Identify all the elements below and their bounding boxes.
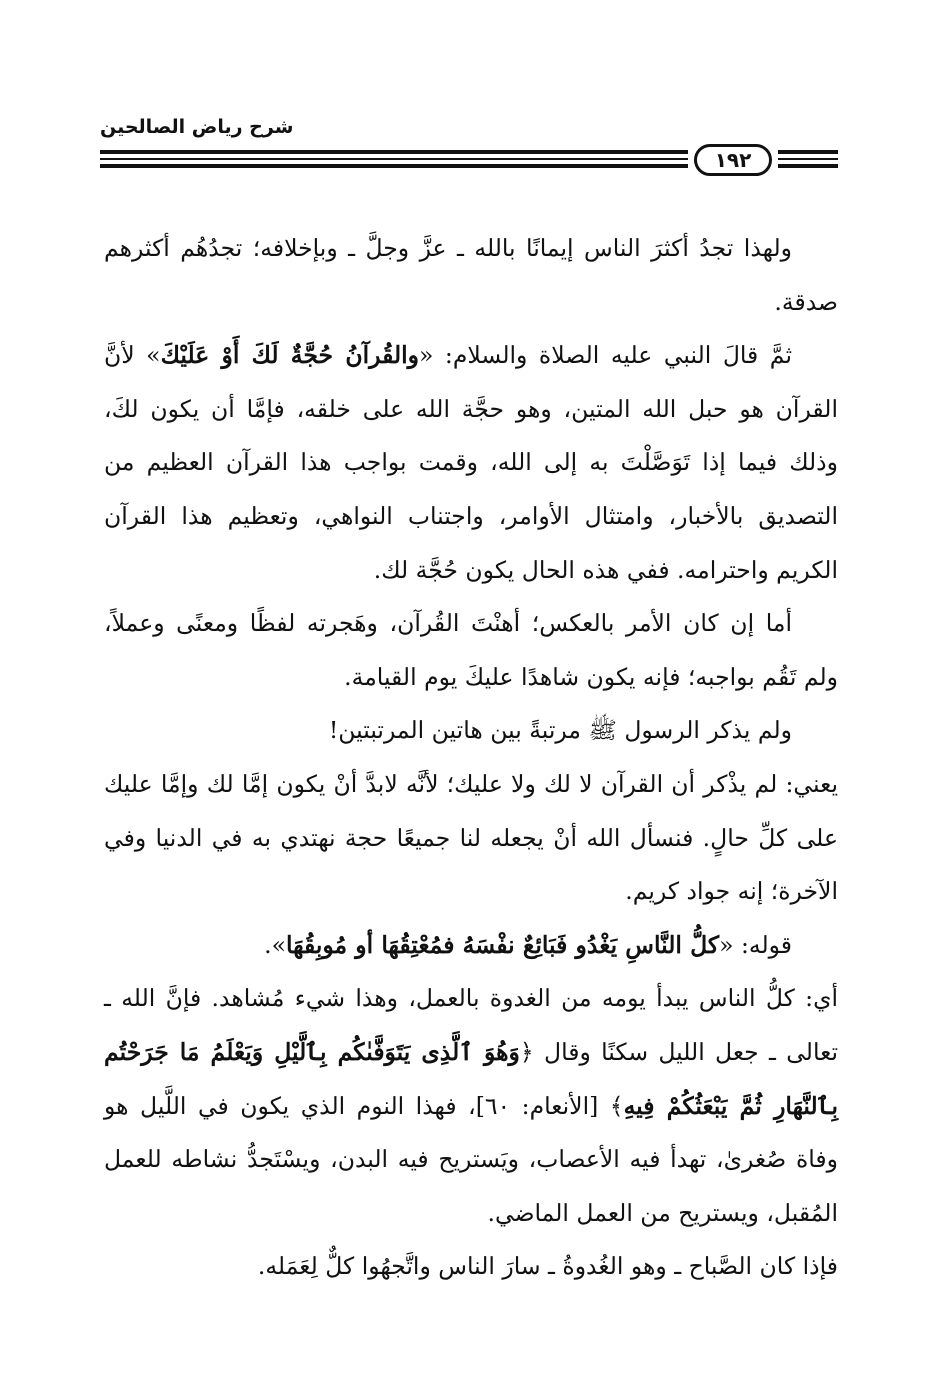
book-title: شرح رياض الصالحين (100, 116, 294, 138)
paragraph-4: ولم يذكر الرسول ﷺ مرتبةً بين هاتين المرتبتين! (328, 716, 792, 745)
paragraph-2 (104, 329, 838, 597)
paragraph-7 (104, 972, 838, 1240)
paragraph-2-intro: ثمَّ قالَ النبي عليه الصلاة والسلام: « (419, 341, 792, 370)
paragraph-6 (104, 919, 838, 973)
paragraph-8: فإذا كان الصَّباح ـ وهو الغُدوةُ ـ سارَ الناس واتَّجهُوا كلٌّ لِعَمَله. (257, 1252, 838, 1281)
paragraph-7-rest: ﴾ [الأنعام: ٦٠]، فهذا النوم الذي يكون في اللَّيل هو وفاة صُغرىٰ، تهدأ فيه الأعصاب، ويَستريح فيه البدن، ويسْتَجدُّ نشاطه للعمل المُقبل، ويستريح من العمل الماضي. (104, 1091, 838, 1227)
page-body (104, 222, 838, 1294)
page-number-frame (688, 144, 778, 174)
quran-verse: وَهُوَ ٱلَّذِى يَتَوَفَّىٰكُم بِٱلَّيْلِ وَيَعْلَمُ مَا جَرَحْتُم بِٱلنَّهَارِ ثُمَّ يَبْعَثُكُمْ فِيهِ (104, 1037, 838, 1120)
page-header (100, 112, 838, 182)
paragraph-1: ولهذا تجدُ أكثرَ الناس إيمانًا بالله ـ عزَّ وجلَّ ـ وبإخلافه؛ تجدُهُم أكثرهم صدقة. (104, 234, 838, 316)
page-number: ١٩٢ (694, 144, 772, 176)
paragraph-3: أما إن كان الأمر بالعكس؛ أهنْتَ القُرآن، وهَجرته لفظًا ومعنًى وعملاً، ولم تَقُم بواجبه؛ فإنه يكون شاهدًا عليكَ يوم القيامة. (104, 609, 838, 691)
hadith-quote-quran: والقُرآنُ حُجَّةٌ لَكَ أَوْ عَلَيْكَ (160, 341, 419, 370)
paragraph-7-intro: أي: كلُّ الناس يبدأ يومه من الغدوة بالعمل، وهذا شيء مُشاهد. فإنَّ الله ـ تعالى ـ جعل الليل سكنًا وقال ﴿ (104, 984, 838, 1066)
paragraph-6-end: ». (264, 930, 286, 959)
paragraph-6-intro: قوله: « (719, 930, 792, 959)
hadith-quote-people: كلُّ النَّاسِ يَغْدُو فَبَائِعٌ نفْسَهُ فمُعْتِقُهَا أو مُوبِقُهَا (285, 930, 720, 959)
paragraph-2-rest: » لأنَّ القرآن هو حبل الله المتين، وهو حجَّة الله على خلقه، فإمَّا أن يكون لكَ، وذلك فيما إذا تَوَصَّلْتَ به إلى الله، وقمت بواجب هذا القرآن العظيم من التصديق بالأخبار، وامتثال الأوامر، واجتناب النواهي، وتعظيم هذا القرآن الكريم واحترامه. ففي هذه الحال يكون حُجَّة لك. (104, 341, 838, 584)
paragraph-5: يعني: لم يذْكر أن القرآن لا لك ولا عليك؛ لأنَّه لابدَّ أنْ يكون إمَّا لك وإمَّا عليك على كلِّ حالٍ. فنسأل الله أنْ يجعله لنا جميعًا حجة نهتدي به في الدنيا وفي الآخرة؛ إنه جواد كريم. (104, 769, 838, 906)
